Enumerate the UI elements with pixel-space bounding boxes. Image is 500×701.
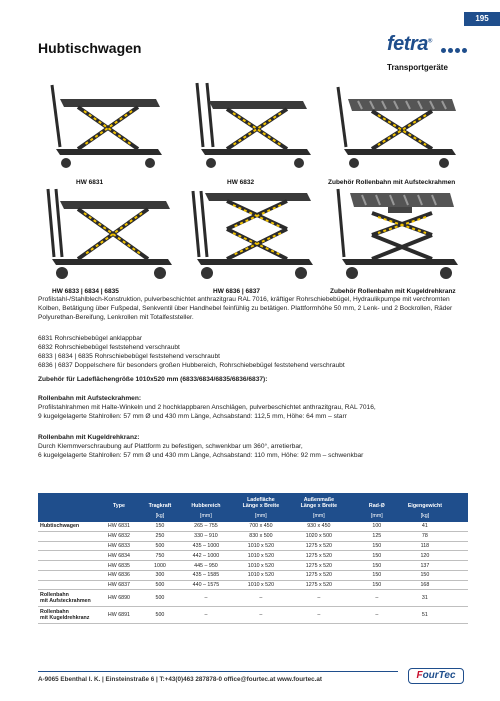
- variant-item: 6831 Rohrschiebebügel anklappbar: [38, 335, 143, 342]
- fourtec-logo: FourTec: [408, 668, 464, 684]
- accessory-line: 9 kugelgelagerte Stahlrollen: 57 mm Ø und 430 mm Länge, Achsabstand: 112,5 mm, Höhe: 64 mm – starr: [38, 413, 347, 420]
- table-cell-area: 1010 x 520: [232, 541, 290, 551]
- table-cell-outer: 1275 x 520: [290, 551, 348, 561]
- table-cell-load: 250: [140, 531, 180, 541]
- table-cell-type: HW 6837: [98, 580, 140, 590]
- product-description: Profilstahl-/Stahlblech-Konstruktion, pulverbeschichtet anthrazitgrau RAL 7016, kräftiger Rohrschiebebügel, Hydraulikpumpe mit verchromten Kolben, Betätigung über Fußpedal, Senkventil über Handhebel feinfühlig zu betätigen. Plattformhöhe 50 mm, 2 Lenk- und 2 Bockrollen, Räder Polyurethan-Bereifung, Lenkrollen mit Totalfeststeller.: [38, 296, 453, 321]
- table-cell-group: [38, 531, 98, 541]
- table-cell-weight: 150: [406, 570, 444, 580]
- product-caption: HW 6832: [227, 179, 255, 186]
- table-cell-area: 1010 x 520: [232, 561, 290, 571]
- product-caption: HW 6831: [76, 179, 104, 186]
- column-header: Tragkraft: [140, 493, 180, 511]
- table-cell-area: 700 x 450: [232, 522, 290, 531]
- table-cell-load: 500: [140, 590, 180, 607]
- column-header: Eigengewicht: [406, 493, 444, 511]
- accessory-roller-frame: [38, 394, 468, 421]
- table-cell-group: [38, 561, 98, 571]
- table-cell-outer: –: [290, 607, 348, 624]
- variant-item: 6832 Rohrschiebebügel feststehend verschraubt: [38, 344, 180, 351]
- product-image-hw6833: [38, 187, 181, 295]
- table-cell-group: Hubtischwagen: [38, 522, 98, 531]
- table-row: [38, 607, 468, 624]
- table-cell-wheel: 125: [348, 531, 406, 541]
- table-units-row: [38, 511, 468, 522]
- table-cell-group: [38, 580, 98, 590]
- table-row: [38, 580, 468, 590]
- unit-label: [mm]: [348, 511, 406, 522]
- table-cell-weight: 78: [406, 531, 444, 541]
- table-cell-weight: 168: [406, 580, 444, 590]
- unit-label: [mm]: [180, 511, 232, 522]
- table-cell-wheel: 150: [348, 541, 406, 551]
- table-cell-wheel: 150: [348, 580, 406, 590]
- table-row: [38, 531, 468, 541]
- table-cell-outer: 1275 x 520: [290, 561, 348, 571]
- table-cell-group: [38, 570, 98, 580]
- table-row: [38, 561, 468, 571]
- table-cell-type: HW 6831: [98, 522, 140, 531]
- table-cell-lift: 435 – 1585: [180, 570, 232, 580]
- table-cell-weight: 118: [406, 541, 444, 551]
- product-caption: Zubehör Rollenbahn mit Kugeldrehkranz: [330, 288, 456, 295]
- table-cell-type: HW 6835: [98, 561, 140, 571]
- table-cell-lift: 435 – 1000: [180, 541, 232, 551]
- table-row: [38, 590, 468, 607]
- accessory-heading: Rollenbahn mit Aufsteckrahmen:: [38, 395, 142, 402]
- product-caption: HW 6836 | 6837: [213, 288, 260, 295]
- column-header: Außenmaße Länge x Breite: [290, 493, 348, 511]
- unit-label: [mm]: [290, 511, 348, 522]
- table-cell-area: 830 x 500: [232, 531, 290, 541]
- table-cell-type: HW 6890: [98, 590, 140, 607]
- product-image-hw6831: [38, 77, 181, 185]
- accessory-heading: Rollenbahn mit Kugeldrehkranz:: [38, 434, 140, 441]
- table-cell-lift: –: [180, 590, 232, 607]
- product-caption: Zubehör Rollenbahn mit Aufsteckrahmen: [328, 179, 456, 186]
- table-cell-lift: –: [180, 607, 232, 624]
- table-cell-lift: 445 – 950: [180, 561, 232, 571]
- table-cell-wheel: –: [348, 607, 406, 624]
- table-cell-load: 500: [140, 607, 180, 624]
- variant-item: 6833 | 6834 | 6835 Rohrschiebebügel feststehend verschraubt: [38, 353, 220, 360]
- table-cell-wheel: –: [348, 590, 406, 607]
- table-cell-load: 500: [140, 580, 180, 590]
- column-header: Hubbereich: [180, 493, 232, 511]
- table-cell-lift: 265 – 755: [180, 522, 232, 531]
- table-row: [38, 570, 468, 580]
- table-cell-load: 500: [140, 541, 180, 551]
- table-cell-type: HW 6833: [98, 541, 140, 551]
- table-cell-wheel: 150: [348, 551, 406, 561]
- table-cell-type: HW 6891: [98, 607, 140, 624]
- accessory-roller-turntable: [38, 433, 468, 460]
- table-row: [38, 551, 468, 561]
- table-cell-weight: 31: [406, 590, 444, 607]
- product-image-roller-conveyor: [328, 77, 471, 185]
- table-row: [38, 541, 468, 551]
- table-cell-area: –: [232, 607, 290, 624]
- table-cell-weight: 41: [406, 522, 444, 531]
- table-cell-type: HW 6832: [98, 531, 140, 541]
- table-cell-group: Rollenbahn mit Kugeldrehkranz: [38, 607, 98, 624]
- table-cell-outer: 1275 x 520: [290, 580, 348, 590]
- accessory-line: Profilstahlrahmen mit Halte-Winkeln und 2 hochklappbaren Anschlägen, pulverbeschichtet anthrazitgrau, RAL 7016,: [38, 404, 376, 411]
- table-cell-load: 150: [140, 522, 180, 531]
- table-cell-weight: 120: [406, 551, 444, 561]
- table-cell-load: 1000: [140, 561, 180, 571]
- table-cell-weight: 137: [406, 561, 444, 571]
- unit-label: [98, 511, 140, 522]
- unit-label: [kg]: [406, 511, 444, 522]
- table-cell-outer: 1275 x 520: [290, 541, 348, 551]
- table-cell-area: 1010 x 520: [232, 580, 290, 590]
- unit-label: [mm]: [232, 511, 290, 522]
- accessory-line: 6 kugelgelagerte Stahlrollen: 57 mm Ø und 430 mm Länge, Achsabstand: 110 mm, Höhe: 92 mm – schwenkbar: [38, 452, 364, 459]
- brand-dots-icon: [441, 48, 467, 53]
- table-cell-type: HW 6836: [98, 570, 140, 580]
- page-number: 195: [464, 12, 500, 26]
- product-image-roller-turntable: [328, 187, 471, 295]
- column-header: Type: [98, 493, 140, 511]
- table-cell-lift: 442 – 1000: [180, 551, 232, 561]
- table-cell-group: [38, 551, 98, 561]
- brand-subtitle: Transportgeräte: [387, 63, 448, 72]
- table-cell-type: HW 6834: [98, 551, 140, 561]
- spec-table: [38, 493, 468, 624]
- footer-divider: [38, 671, 398, 672]
- table-cell-wheel: 150: [348, 570, 406, 580]
- table-cell-load: 300: [140, 570, 180, 580]
- table-cell-wheel: 100: [348, 522, 406, 531]
- product-gallery: [38, 77, 468, 293]
- table-cell-lift: 330 – 910: [180, 531, 232, 541]
- accessory-note: Zubehör für Ladeflächengröße 1010x520 mm (6833/6834/6835/6836/6837):: [38, 376, 268, 383]
- page-title: Hubtischwagen: [38, 40, 142, 56]
- unit-label: [kg]: [140, 511, 180, 522]
- table-cell-area: –: [232, 590, 290, 607]
- table-cell-lift: 440 – 1575: [180, 580, 232, 590]
- column-header: Rad-Ø: [348, 493, 406, 511]
- accessory-line: Durch Klemmverschraubung auf Plattform zu befestigen, schwenkbar um 360°, arretierbar,: [38, 443, 303, 450]
- table-header-row: [38, 493, 468, 511]
- table-cell-group: Rollenbahn mit Aufsteckrahmen: [38, 590, 98, 607]
- table-cell-outer: 930 x 450: [290, 522, 348, 531]
- table-cell-load: 750: [140, 551, 180, 561]
- table-cell-outer: 1275 x 520: [290, 570, 348, 580]
- table-cell-weight: 51: [406, 607, 444, 624]
- variant-item: 6836 | 6837 Doppelschere für besonders großen Hubbereich, Rohrschiebebügel feststehend verschraubt: [38, 362, 345, 369]
- footer-address: A-9065 Ebenthal I. K. | Einsteinstraße 6 | T:+43(0)463 287878-0 office@fourtec.at www.fourtec.at: [38, 676, 322, 683]
- table-cell-outer: –: [290, 590, 348, 607]
- table-cell-outer: 1020 x 500: [290, 531, 348, 541]
- variant-list: [38, 334, 468, 370]
- product-image-hw6832: [183, 77, 326, 185]
- table-cell-group: [38, 541, 98, 551]
- brand-logo: fetra®: [387, 33, 432, 55]
- table-cell-wheel: 150: [348, 561, 406, 571]
- table-cell-area: 1010 x 520: [232, 570, 290, 580]
- table-row: [38, 522, 468, 531]
- table-cell-area: 1010 x 520: [232, 551, 290, 561]
- product-image-hw6836: [183, 187, 326, 295]
- product-caption: HW 6833 | 6834 | 6835: [52, 288, 119, 295]
- column-header: Ladefläche Länge x Breite: [232, 493, 290, 511]
